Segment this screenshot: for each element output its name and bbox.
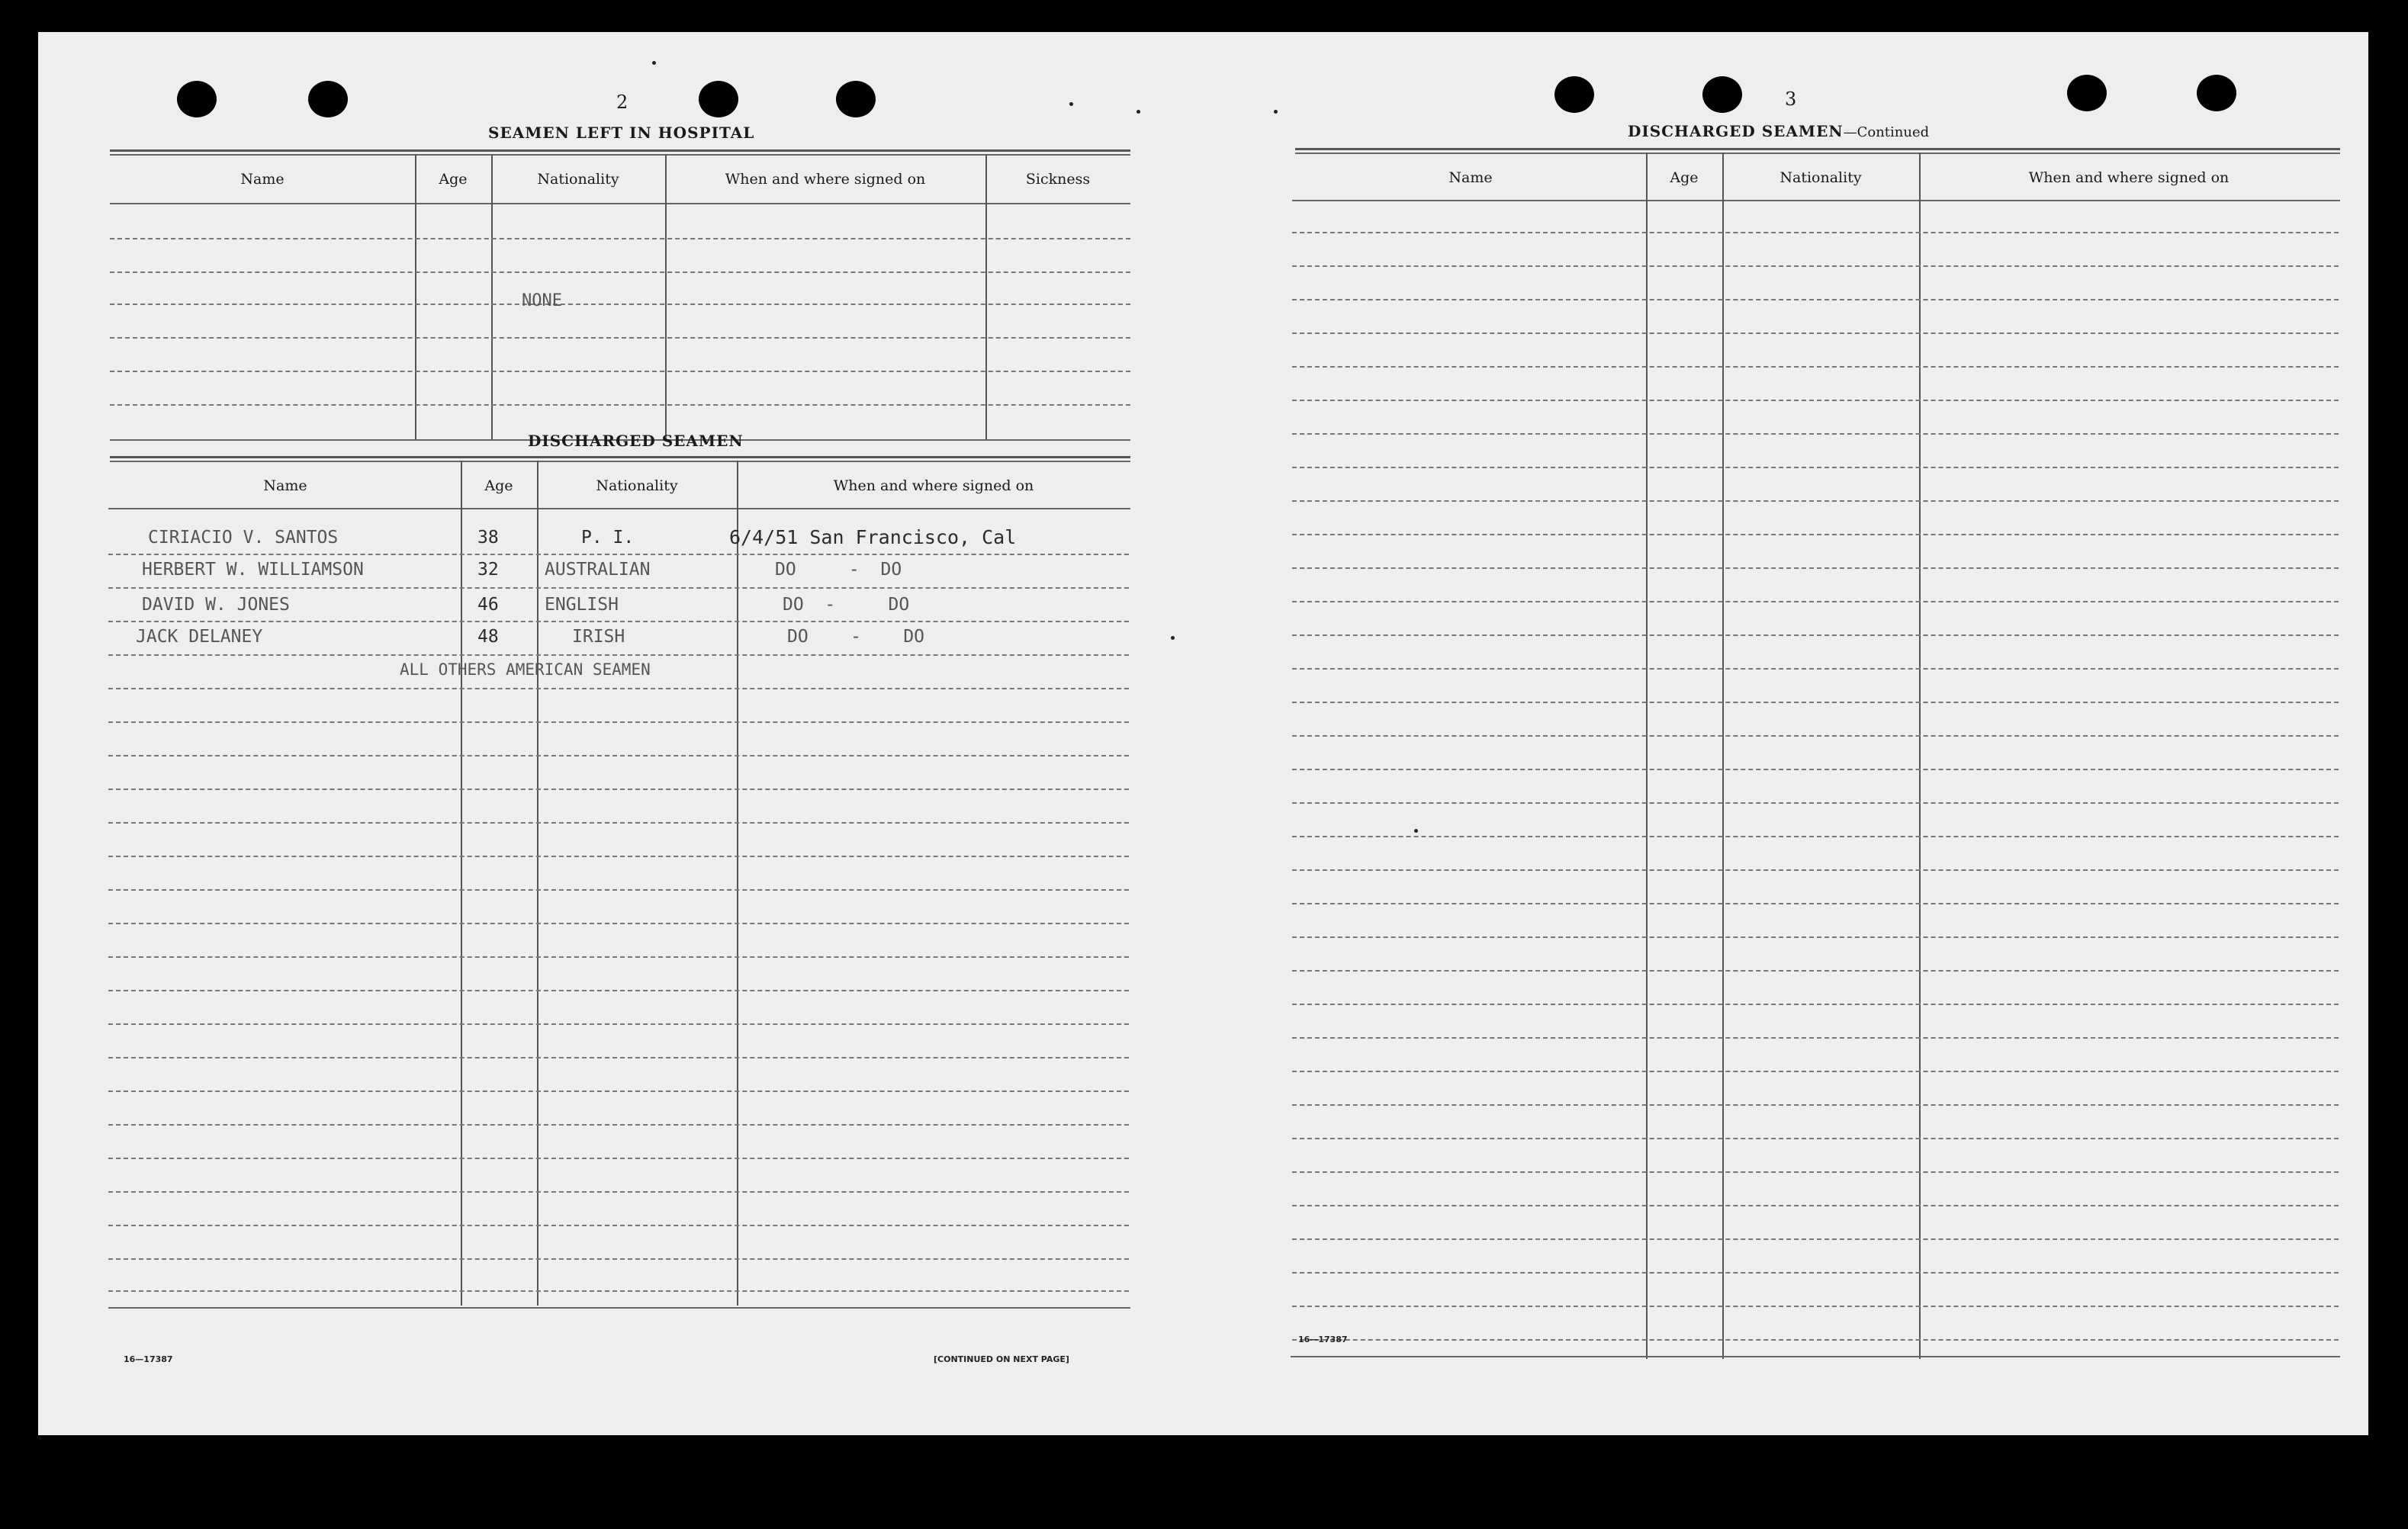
seaman-age: 46 bbox=[477, 595, 499, 615]
row-rule bbox=[108, 1191, 1129, 1193]
row-rule bbox=[1292, 936, 2339, 938]
row-rule bbox=[1292, 332, 2339, 334]
speck bbox=[1069, 102, 1073, 106]
row-rule bbox=[108, 856, 1129, 857]
seaman-signed-on: 6/4/51 San Francisco, Cal bbox=[729, 526, 1017, 548]
row-rule bbox=[108, 1057, 1129, 1058]
row-rule bbox=[1292, 1171, 2339, 1173]
page-number-left: 2 bbox=[616, 92, 629, 113]
seaman-age: 32 bbox=[477, 560, 499, 580]
column-divider bbox=[985, 154, 987, 439]
row-rule bbox=[108, 822, 1129, 824]
row-rule bbox=[108, 1290, 1129, 1292]
row-rule bbox=[1292, 500, 2339, 502]
speck bbox=[1414, 829, 1418, 833]
row-rule bbox=[108, 554, 1129, 555]
rule bbox=[110, 203, 1130, 204]
column-divider bbox=[415, 154, 416, 439]
row-rule bbox=[1292, 1071, 2339, 1072]
seaman-signed-on: DO - DO bbox=[775, 560, 902, 580]
rule bbox=[110, 154, 1130, 156]
rule bbox=[1295, 148, 2340, 150]
row-rule bbox=[108, 621, 1129, 622]
discharged-note: ALL OTHERS AMERICAN SEAMEN bbox=[400, 660, 651, 679]
row-rule bbox=[1292, 970, 2339, 972]
row-rule bbox=[1292, 735, 2339, 737]
rule bbox=[110, 456, 1130, 458]
row-rule bbox=[108, 1091, 1129, 1092]
row-rule bbox=[108, 889, 1129, 891]
seaman-nationality: AUSTRALIAN bbox=[545, 560, 651, 580]
row-rule bbox=[1292, 299, 2339, 300]
hospital-col-signed-on: When and where signed on bbox=[725, 171, 926, 188]
row-rule bbox=[108, 721, 1129, 723]
row-rule bbox=[1292, 702, 2339, 703]
row-rule bbox=[1292, 232, 2339, 233]
hospital-col-age: Age bbox=[439, 171, 468, 188]
seaman-name: DAVID W. JONES bbox=[142, 595, 290, 615]
row-rule bbox=[108, 1258, 1129, 1260]
row-rule bbox=[1292, 433, 2339, 435]
punch-hole bbox=[2067, 75, 2107, 111]
row-rule bbox=[108, 789, 1129, 790]
punch-hole bbox=[699, 81, 738, 117]
right-col-name: Name bbox=[1448, 169, 1493, 186]
right-col-nationality: Nationality bbox=[1779, 169, 1862, 186]
discharged-section-title: DISCHARGED SEAMEN bbox=[528, 432, 744, 450]
speck bbox=[1136, 110, 1140, 114]
row-rule bbox=[108, 923, 1129, 924]
row-rule bbox=[110, 238, 1130, 239]
right-col-age: Age bbox=[1670, 169, 1699, 186]
row-rule bbox=[1292, 1238, 2339, 1240]
row-rule bbox=[110, 271, 1130, 273]
row-rule bbox=[108, 990, 1129, 991]
row-rule bbox=[1292, 534, 2339, 535]
right-col-signed-on: When and where signed on bbox=[2028, 169, 2230, 186]
row-rule bbox=[108, 1124, 1129, 1126]
row-rule bbox=[108, 755, 1129, 756]
hospital-col-nationality: Nationality bbox=[537, 171, 619, 188]
row-rule bbox=[1292, 366, 2339, 368]
rule bbox=[110, 149, 1130, 152]
punch-hole bbox=[177, 81, 217, 117]
row-rule bbox=[110, 404, 1130, 406]
rule bbox=[1292, 200, 2340, 201]
seaman-age: 38 bbox=[477, 528, 499, 548]
form-number-left: 16—17387 bbox=[124, 1354, 173, 1364]
row-rule bbox=[1292, 802, 2339, 804]
row-rule bbox=[1292, 1004, 2339, 1005]
punch-hole bbox=[1554, 76, 1594, 113]
row-rule bbox=[1292, 1306, 2339, 1307]
form-number-right: 16—17387 bbox=[1298, 1335, 1348, 1344]
page-number-right: 3 bbox=[1785, 88, 1797, 110]
discharged-col-age: Age bbox=[484, 477, 513, 494]
rule bbox=[108, 508, 1130, 509]
row-rule bbox=[108, 1225, 1129, 1226]
row-rule bbox=[110, 371, 1130, 372]
row-rule bbox=[108, 587, 1129, 589]
seaman-nationality: P. I. bbox=[581, 528, 635, 548]
row-rule bbox=[1292, 1272, 2339, 1274]
row-rule bbox=[1292, 769, 2339, 770]
row-rule bbox=[108, 1158, 1129, 1159]
row-rule bbox=[1292, 1138, 2339, 1139]
row-rule bbox=[110, 304, 1130, 305]
row-rule bbox=[108, 956, 1129, 958]
row-rule bbox=[1292, 836, 2339, 837]
row-rule bbox=[108, 654, 1129, 656]
rule bbox=[1291, 1356, 2340, 1357]
speck bbox=[1171, 636, 1175, 640]
seaman-name: HERBERT W. WILLIAMSON bbox=[142, 560, 364, 580]
rule bbox=[110, 461, 1130, 462]
seaman-signed-on: DO - DO bbox=[783, 595, 910, 615]
rule bbox=[108, 1307, 1130, 1309]
rule bbox=[1295, 153, 2340, 154]
hospital-none-entry: NONE bbox=[522, 291, 562, 310]
punch-hole bbox=[308, 81, 348, 117]
seaman-nationality: IRISH bbox=[572, 627, 625, 647]
speck bbox=[652, 61, 656, 65]
hospital-col-sickness: Sickness bbox=[1025, 171, 1091, 188]
seaman-signed-on: DO - DO bbox=[787, 627, 925, 647]
document-sheet bbox=[38, 32, 2368, 1435]
discharged-col-nationality: Nationality bbox=[596, 477, 678, 494]
seaman-age: 48 bbox=[477, 627, 499, 647]
hospital-section-title: SEAMEN LEFT IN HOSPITAL bbox=[488, 124, 755, 142]
speck bbox=[1274, 110, 1278, 114]
right-section-title bbox=[1628, 122, 1929, 140]
row-rule bbox=[110, 337, 1130, 339]
row-rule bbox=[1292, 567, 2339, 569]
row-rule bbox=[108, 1023, 1129, 1025]
row-rule bbox=[1292, 1339, 2339, 1341]
row-rule bbox=[1292, 1205, 2339, 1206]
punch-hole bbox=[836, 81, 876, 117]
row-rule bbox=[1292, 400, 2339, 401]
column-divider bbox=[665, 154, 667, 439]
row-rule bbox=[1292, 1037, 2339, 1039]
punch-hole bbox=[2197, 75, 2236, 111]
row-rule bbox=[1292, 1104, 2339, 1106]
seaman-nationality: ENGLISH bbox=[545, 595, 619, 615]
row-rule bbox=[1292, 668, 2339, 670]
row-rule bbox=[108, 688, 1129, 689]
row-rule bbox=[1292, 601, 2339, 602]
right-title-suffix: —Continued bbox=[1843, 124, 1930, 140]
row-rule bbox=[1292, 869, 2339, 871]
hospital-col-name: Name bbox=[240, 171, 285, 188]
discharged-col-signed-on: When and where signed on bbox=[833, 477, 1034, 494]
row-rule bbox=[1292, 903, 2339, 904]
continued-note: [CONTINUED ON NEXT PAGE] bbox=[934, 1354, 1069, 1364]
seaman-name: CIRIACIO V. SANTOS bbox=[148, 528, 339, 548]
seaman-name: JACK DELANEY bbox=[136, 627, 263, 647]
column-divider bbox=[491, 154, 493, 439]
row-rule bbox=[1292, 634, 2339, 636]
discharged-col-name: Name bbox=[263, 477, 307, 494]
punch-hole bbox=[1702, 76, 1742, 113]
row-rule bbox=[1292, 265, 2339, 267]
right-title-main: DISCHARGED SEAMEN bbox=[1628, 122, 1844, 140]
row-rule bbox=[1292, 467, 2339, 468]
